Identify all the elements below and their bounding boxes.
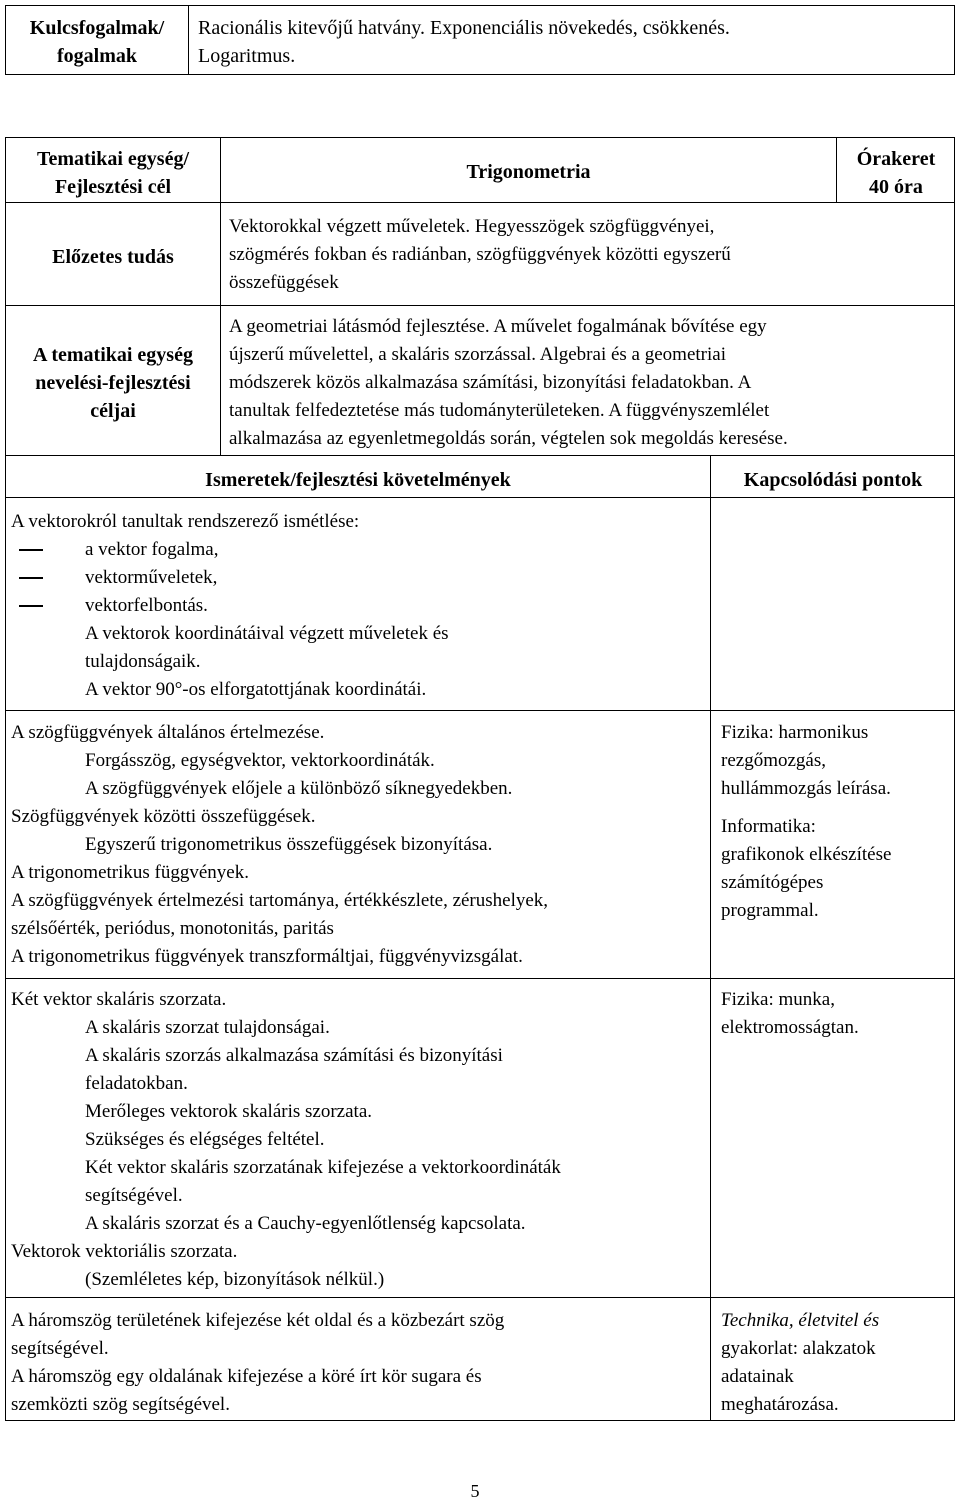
- section2-line: A szögfüggvények értelmezési tartománya, értékkészlete, zérushelyek,: [11, 890, 549, 911]
- section1-bullet: a vektor fogalma,: [11, 536, 449, 564]
- technology-subject: Technika, életvitel és: [721, 1310, 880, 1331]
- connections-header: Kapcsolódási pontok: [743, 469, 923, 491]
- goals-line: módszerek közös alkalmazása számítási, bizonyítási feladatokban. A: [229, 372, 752, 393]
- link-line: grafikonok elkészítése: [721, 844, 892, 865]
- goals-line: tanultak felfedeztetése más tudományterületeken. A függvényszemlélet: [229, 400, 770, 421]
- hours-value: 40 óra: [869, 176, 923, 198]
- section3-line: A skaláris szorzat és a Cauchy-egyenlőtlenség kapcsolata.: [85, 1213, 526, 1234]
- section3-line: segítségével.: [85, 1185, 183, 1206]
- key-concepts-label-line2: fogalmak: [57, 45, 137, 67]
- section4-line: szemközti szög segítségével.: [11, 1394, 230, 1415]
- section2-line: Forgásszög, egységvektor, vektorkoordináták.: [85, 750, 435, 771]
- section3-text: [11, 986, 561, 1294]
- link-line: Fizika: harmonikus: [721, 722, 869, 743]
- section1-bullet: vektorműveletek,: [11, 564, 449, 592]
- rule-goals-bottom: [5, 455, 955, 456]
- rule-section3-bottom: [5, 1297, 955, 1298]
- link-line: programmal.: [721, 900, 819, 921]
- section2-line: A trigonometrikus függvények.: [11, 862, 249, 883]
- key-concepts-content: [198, 14, 730, 70]
- section3-line: Két vektor skaláris szorzatának kifejezése a vektorkoordináták: [85, 1157, 561, 1178]
- section3-line: (Szemléletes kép, bizonyítások nélkül.): [85, 1269, 385, 1290]
- rule-links-column: [710, 455, 711, 1421]
- section1-bullet: vektorfelbontás.: [11, 592, 449, 620]
- link-line: Fizika: munka,: [721, 989, 835, 1010]
- section4-line: A háromszög egy oldalának kifejezése a köré írt kör sugara és: [11, 1366, 482, 1387]
- rule-section2-bottom: [5, 978, 955, 979]
- link-line-italic: [721, 1307, 879, 1335]
- link-line: meghatározása.: [721, 1394, 839, 1415]
- key-concepts-divider: [188, 5, 189, 75]
- goals-line: újszerű művelettel, a skaláris szorzással. Algebrai és a geometriai: [229, 344, 726, 365]
- link-line: gyakorlat: alakzatok: [721, 1338, 876, 1359]
- section3-line: Két vektor skaláris szorzata.: [11, 989, 227, 1010]
- section3-line: Szükséges és elégséges feltétel.: [85, 1129, 325, 1150]
- link-line: adatainak: [721, 1366, 794, 1387]
- section2-text: [11, 719, 548, 971]
- goals-label-line3: céljai: [90, 400, 136, 422]
- section3-line: Merőleges vektorok skaláris szorzata.: [85, 1101, 373, 1122]
- prior-line: szögmérés fokban és radiánban, szögfüggvények közötti egyszerű: [229, 244, 731, 265]
- unit-label: [6, 145, 220, 201]
- section1-line: A vektorok koordinátáival végzett műveletek és: [85, 623, 449, 644]
- unit-label-line2: Fejlesztési cél: [54, 176, 172, 198]
- unit-title: Trigonometria: [466, 161, 591, 183]
- section3-line: A skaláris szorzat tulajdonságai.: [85, 1017, 330, 1038]
- key-concepts-label: [6, 14, 188, 70]
- section1-line: A vektor 90°-os elforgatottjának koordinátái.: [85, 679, 427, 700]
- goals-label-line2: nevelési-fejlesztési: [35, 372, 191, 394]
- requirements-header: Ismeretek/fejlesztési követelmények: [205, 469, 511, 491]
- section4-line: A háromszög területének kifejezése két oldal és a közbezárt szög: [11, 1310, 505, 1331]
- section4-text: [11, 1307, 504, 1419]
- section1-line: tulajdonságaik.: [85, 651, 201, 672]
- prior-line: Vektorokkal végzett műveletek. Hegyesszögek szögfüggvényei,: [229, 216, 715, 237]
- link-line: számítógépes: [721, 872, 824, 893]
- key-concepts-line2: Logaritmus.: [198, 45, 296, 67]
- section1-text: [11, 508, 449, 704]
- link-line: elektromosságtan.: [721, 1017, 859, 1038]
- rule-section1-bottom: [5, 710, 955, 711]
- section4-links: [721, 1307, 879, 1419]
- rule-prior-bottom: [5, 305, 955, 306]
- key-concepts-label-line1: Kulcsfogalmak/: [29, 17, 165, 39]
- link-line: Informatika:: [721, 816, 816, 837]
- section3-links: [721, 986, 859, 1042]
- section2-line: A szögfüggvények általános értelmezése.: [11, 722, 325, 743]
- unit-label-line1: Tematikai egység/: [36, 148, 190, 170]
- prior-knowledge-label: Előzetes tudás: [52, 246, 174, 268]
- goals-label-line1: A tematikai egység: [33, 344, 193, 366]
- section3-line: A skaláris szorzás alkalmazása számítási és bizonyítási: [85, 1045, 503, 1066]
- key-concepts-line1: Racionális kitevőjű hatvány. Exponenciális növekedés, csökkenés.: [198, 17, 730, 39]
- link-line: rezgőmozgás,: [721, 750, 826, 771]
- rule-header-bottom: [5, 202, 955, 203]
- goals-line: alkalmazása az egyenletmegoldás során, végtelen sok megoldás keresése.: [229, 428, 788, 449]
- section2-line: A szögfüggvények előjele a különböző síknegyedekben.: [85, 778, 513, 799]
- section2-line: A trigonometrikus függvények transzformáltjai, függvényvizsgálat.: [11, 946, 523, 967]
- hours-label: Órakeret: [856, 148, 936, 170]
- section4-line: segítségével.: [11, 1338, 109, 1359]
- section2-line: Egyszerű trigonometrikus összefüggések bizonyítása.: [85, 834, 493, 855]
- page-number: 5: [470, 1481, 480, 1501]
- section3-line: Vektorok vektoriális szorzata.: [11, 1241, 238, 1262]
- goals-label: [6, 341, 220, 425]
- section2-line: szélsőérték, periódus, monotonitás, paritás: [11, 918, 334, 939]
- prior-knowledge-text: [229, 213, 731, 297]
- section2-links: [721, 719, 891, 925]
- hours-cell: [837, 145, 955, 201]
- goals-text: [229, 313, 788, 453]
- link-line: hullámmozgás leírása.: [721, 778, 891, 799]
- rule-col-header-bottom: [5, 497, 955, 498]
- section2-line: Szögfüggvények közötti összefüggések.: [11, 806, 316, 827]
- goals-line: A geometriai látásmód fejlesztése. A művelet fogalmának bővítése egy: [229, 316, 767, 337]
- section1-line: A vektorokról tanultak rendszerező ismétlése:: [11, 511, 360, 532]
- prior-line: összefüggések: [229, 272, 339, 293]
- section3-line: feladatokban.: [85, 1073, 188, 1094]
